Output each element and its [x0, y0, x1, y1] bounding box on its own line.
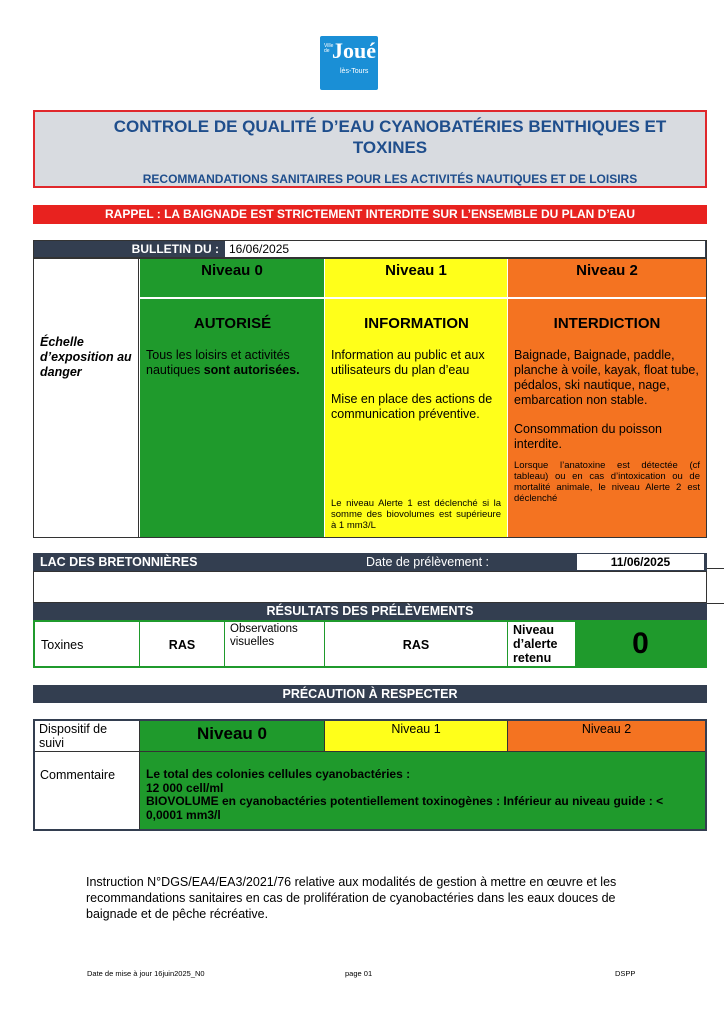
level-2-header	[508, 259, 706, 298]
comment-label: Commentaire	[35, 752, 140, 829]
logo-small-text: Ville de	[324, 43, 334, 54]
comment-line-1: Le total des colonies cellules cyanobactéries :	[146, 767, 411, 781]
sampling-date: 11/06/2025	[577, 554, 704, 570]
comment-line-3: BIOVOLUME en cyanobactéries potentiellement toxinogènes : Inférieur au niveau guide : < 0,0001 mm3/l	[146, 794, 664, 822]
bulletin-date: 16/06/2025	[225, 241, 705, 257]
alert-level-label: Niveau d’alerte retenu	[508, 622, 576, 666]
logo-sub-text: lès-Tours	[340, 68, 369, 75]
alert-level-value: 0	[576, 622, 705, 666]
level-1-desc-1: Information au public et aux utilisateurs du plan d’eau	[331, 348, 485, 377]
precaution-title: PRÉCAUTION À RESPECTER	[33, 685, 707, 703]
level-0-description	[146, 348, 319, 378]
level-1-status: INFORMATION	[364, 315, 469, 332]
level-2-desc-1: Baignade, Baignade, paddle, planche à voile, kayak, float tube, pédalos, ski nautique, nage, embarcation non stable.	[514, 348, 699, 407]
level-0-desc-bold: sont autorisées.	[203, 363, 300, 377]
document-header	[33, 110, 707, 188]
footer-page-number: page 01	[345, 969, 373, 978]
observations-label: Observations visuelles	[225, 622, 325, 666]
sampling-date-label: Date de prélèvement :	[366, 555, 489, 569]
level-1-name: Niveau 1	[385, 262, 447, 279]
scale-label: Échelle d’exposition au danger	[40, 335, 132, 379]
level-2-note: Lorsque l’anatoxine est détectée (cf tableau) ou en cas d’intoxication ou de mortalité animale, le niveau Alerte 2 est déclenché	[514, 460, 700, 504]
level-1-header	[325, 259, 508, 298]
divider-line	[707, 603, 724, 604]
logo-main-text: Joué	[332, 38, 376, 63]
level-2-body	[508, 299, 706, 537]
level-2-name: Niveau 2	[576, 262, 638, 279]
results-title: RÉSULTATS DES PRÉLÈVEMENTS	[33, 603, 707, 620]
level-0-header	[140, 259, 325, 298]
monitoring-level-0: Niveau 0	[140, 721, 325, 751]
divider-line	[707, 568, 724, 569]
level-1-note: Le niveau Alerte 1 est déclenché si la somme des biovolumes est supérieure à 1 mm3/L	[331, 498, 501, 531]
toxines-label: Toxines	[35, 622, 140, 666]
level-0-status: AUTORISÉ	[193, 315, 272, 332]
level-1-body	[325, 299, 508, 537]
instruction-text: Instruction N°DGS/EA4/EA3/2021/76 relative aux modalités de gestion à mettre en œuvre et les recommandations sanitaires en cas de prolifération de cyanobactéries dans les eaux douces de baignade et de pêche récréative.	[86, 875, 617, 921]
scale-cell	[34, 259, 139, 537]
lake-blank-area	[33, 571, 707, 603]
footer-department: DSPP	[615, 969, 636, 978]
city-logo	[320, 36, 378, 90]
level-2-desc-2: Consommation du poisson interdite.	[514, 422, 662, 451]
monitoring-level-2: Niveau 2	[508, 721, 705, 751]
level-1-desc-2: Mise en place des actions de communication préventive.	[331, 392, 493, 421]
comment-line-2: 12 000 cell/ml	[146, 780, 224, 795]
monitoring-label: Dispositif de suivi	[35, 721, 140, 751]
level-0-desc-plain: Tous les loisirs et activités nautiques	[146, 348, 290, 377]
level-2-status: INTERDICTION	[553, 315, 661, 332]
lake-name: LAC DES BRETONNIÈRES	[40, 555, 198, 569]
observations-value: RAS	[325, 622, 508, 666]
bulletin-label: BULLETIN DU :	[131, 242, 219, 256]
comment-body	[140, 752, 705, 829]
reminder-banner: RAPPEL : LA BAIGNADE EST STRICTEMENT INTERDITE SUR L’ENSEMBLE DU PLAN D’EAU	[33, 205, 707, 224]
monitoring-level-1: Niveau 1	[325, 721, 508, 751]
footer-update-date: Date de mise à jour 16juin2025_N0	[87, 969, 205, 978]
document-title: CONTROLE DE QUALITÉ D’EAU CYANOBATÉRIES BENTHIQUES ET TOXINES	[113, 117, 667, 157]
level-0-body	[140, 299, 325, 537]
level-0-name: Niveau 0	[201, 262, 263, 279]
toxines-value: RAS	[140, 622, 225, 666]
document-subtitle: RECOMMANDATIONS SANITAIRES POUR LES ACTIVITÉS NAUTIQUES ET DE LOISIRS	[142, 172, 638, 186]
